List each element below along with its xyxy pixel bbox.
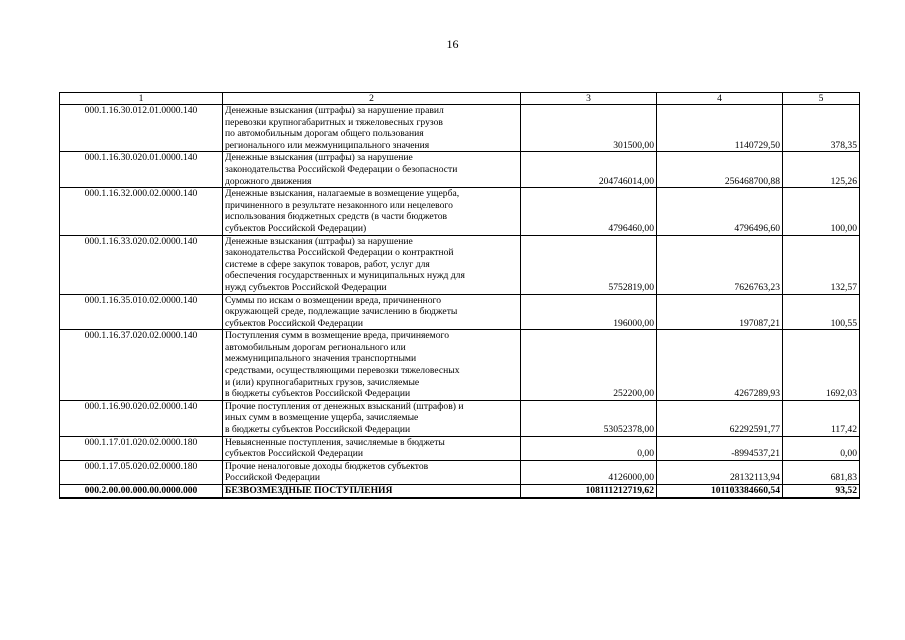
row-value-col3: 204746014,00 <box>521 152 657 188</box>
header-cell: 2 <box>223 93 521 105</box>
budget-table <box>59 92 860 499</box>
row-name-line: субъектов Российской Федерации <box>225 448 363 460</box>
row-name <box>223 330 521 401</box>
row-name-line: Денежные взыскания (штрафы) за нарушение <box>225 152 413 164</box>
row-name-line: Суммы по искам о возмещении вреда, причиненного <box>225 294 442 306</box>
row-name-line: субъектов Российской Федерации) <box>225 222 367 234</box>
row-name-line: Российской Федерации <box>225 472 320 484</box>
row-name-line: Денежные взыскания (штрафы) за нарушение <box>225 235 413 247</box>
row-value-col5: 0,00 <box>783 436 860 460</box>
row-value-col5: 378,35 <box>783 105 860 152</box>
table-row <box>60 294 860 330</box>
row-name-line: перевозки крупногабаритных и тяжеловесных грузов <box>225 116 443 128</box>
row-value-col5: 117,42 <box>783 400 860 436</box>
row-name-line: субъектов Российской Федерации <box>225 317 363 329</box>
table-header-row <box>60 93 860 105</box>
row-value-col5: 1692,03 <box>783 330 860 401</box>
row-value-col3: 4796460,00 <box>521 188 657 235</box>
row-value-col3: 252200,00 <box>521 330 657 401</box>
row-value-col5: 681,83 <box>783 460 860 484</box>
row-name-line: использования бюджетных средств (в части бюджетов <box>225 211 448 223</box>
row-value-col3: 0,00 <box>521 436 657 460</box>
total-value-col3: 108111212719,62 <box>521 485 657 498</box>
row-name-line: средствами, осуществляющими перевозки тяжеловесных <box>225 365 460 377</box>
row-name-line: дорожного движения <box>225 175 312 187</box>
row-name <box>223 188 521 235</box>
row-value-col3: 5752819,00 <box>521 235 657 294</box>
table-row <box>60 460 860 484</box>
row-name-line: в бюджеты субъектов Российской Федерации <box>225 388 411 400</box>
row-value-col4: 256468700,88 <box>657 152 783 188</box>
table-row <box>60 330 860 401</box>
row-name-line: окружающей среде, подлежащие зачислению в бюджеты <box>225 306 458 318</box>
row-code: 000.1.16.30.020.01.0000.140 <box>60 152 223 188</box>
row-name-line: законодательства Российской Федерации о контрактной <box>225 247 454 259</box>
row-value-col5: 100,00 <box>783 188 860 235</box>
row-name-line: законодательства Российской Федерации о безопасности <box>225 163 458 175</box>
row-value-col4: -8994537,21 <box>657 436 783 460</box>
row-code: 000.1.17.01.020.02.0000.180 <box>60 436 223 460</box>
row-value-col5: 100,55 <box>783 294 860 330</box>
row-name-line: и (или) крупногабаритных грузов, зачисляемые <box>225 376 420 388</box>
row-code: 000.1.16.32.000.02.0000.140 <box>60 188 223 235</box>
row-code: 000.1.16.35.010.02.0000.140 <box>60 294 223 330</box>
row-value-col4: 197087,21 <box>657 294 783 330</box>
total-name: БЕЗВОЗМЕЗДНЫЕ ПОСТУПЛЕНИЯ <box>223 485 521 498</box>
row-name <box>223 400 521 436</box>
table-row <box>60 400 860 436</box>
table-row <box>60 436 860 460</box>
row-name-line: по автомобильным дорогам общего пользования <box>225 128 424 140</box>
table-row <box>60 152 860 188</box>
row-name-line: межмуниципального значения транспортными <box>225 353 417 365</box>
row-name-line: Поступления сумм в возмещение вреда, причиняемого <box>225 330 450 342</box>
total-code: 000.2.00.00.000.00.0000.000 <box>60 485 223 498</box>
row-value-col4: 62292591,77 <box>657 400 783 436</box>
row-value-col3: 53052378,00 <box>521 400 657 436</box>
header-cell: 4 <box>657 93 783 105</box>
header-cell: 3 <box>521 93 657 105</box>
row-name-line: регионального или межмуниципального значения <box>225 139 430 151</box>
row-name-line: Прочие поступления от денежных взысканий (штрафов) и <box>225 400 464 412</box>
row-value-col3: 301500,00 <box>521 105 657 152</box>
table-row <box>60 188 860 235</box>
row-value-col4: 1140729,50 <box>657 105 783 152</box>
row-name-line: системе в сфере закупок товаров, работ, услуг для <box>225 258 430 270</box>
row-value-col5: 125,26 <box>783 152 860 188</box>
row-name <box>223 294 521 330</box>
row-code: 000.1.16.37.020.02.0000.140 <box>60 330 223 401</box>
row-value-col4: 28132113,94 <box>657 460 783 484</box>
page-number: 16 <box>446 37 459 51</box>
total-value-col5: 93,52 <box>783 485 860 498</box>
row-name-line: автомобильным дорогам регионального или <box>225 341 406 353</box>
row-value-col4: 4267289,93 <box>657 330 783 401</box>
row-name-line: в бюджеты субъектов Российской Федерации <box>225 424 411 436</box>
row-name-line: причиненного в результате незаконного или нецелевого <box>225 199 453 211</box>
row-name-line: обеспечения государственных и муниципальных нужд для <box>225 270 465 282</box>
header-cell: 5 <box>783 93 860 105</box>
row-name <box>223 235 521 294</box>
row-name-line: иных сумм в возмещение ущерба, зачисляемые <box>225 412 419 424</box>
total-value-col4: 101103384660,54 <box>657 485 783 498</box>
row-value-col4: 7626763,23 <box>657 235 783 294</box>
row-name <box>223 460 521 484</box>
row-name-line: Денежные взыскания, налагаемые в возмещение ущерба, <box>225 188 460 200</box>
row-code: 000.1.16.30.012.01.0000.140 <box>60 105 223 152</box>
row-name-line: Денежные взыскания (штрафы) за нарушение правил <box>225 105 444 116</box>
row-name-line: нужд субъектов Российской Федерации <box>225 281 387 293</box>
row-code: 000.1.16.33.020.02.0000.140 <box>60 235 223 294</box>
row-name-line: Прочие неналоговые доходы бюджетов субъектов <box>225 460 429 472</box>
row-name <box>223 436 521 460</box>
row-name <box>223 152 521 188</box>
row-code: 000.1.16.90.020.02.0000.140 <box>60 400 223 436</box>
row-value-col3: 196000,00 <box>521 294 657 330</box>
row-code: 000.1.17.05.020.02.0000.180 <box>60 460 223 484</box>
row-name-line: Невыясненные поступления, зачисляемые в бюджеты <box>225 436 445 448</box>
row-value-col4: 4796496,60 <box>657 188 783 235</box>
row-value-col3: 4126000,00 <box>521 460 657 484</box>
row-name <box>223 105 521 152</box>
total-row <box>60 485 860 498</box>
table-row <box>60 105 860 152</box>
header-cell: 1 <box>60 93 223 105</box>
table-row <box>60 235 860 294</box>
row-value-col5: 132,57 <box>783 235 860 294</box>
